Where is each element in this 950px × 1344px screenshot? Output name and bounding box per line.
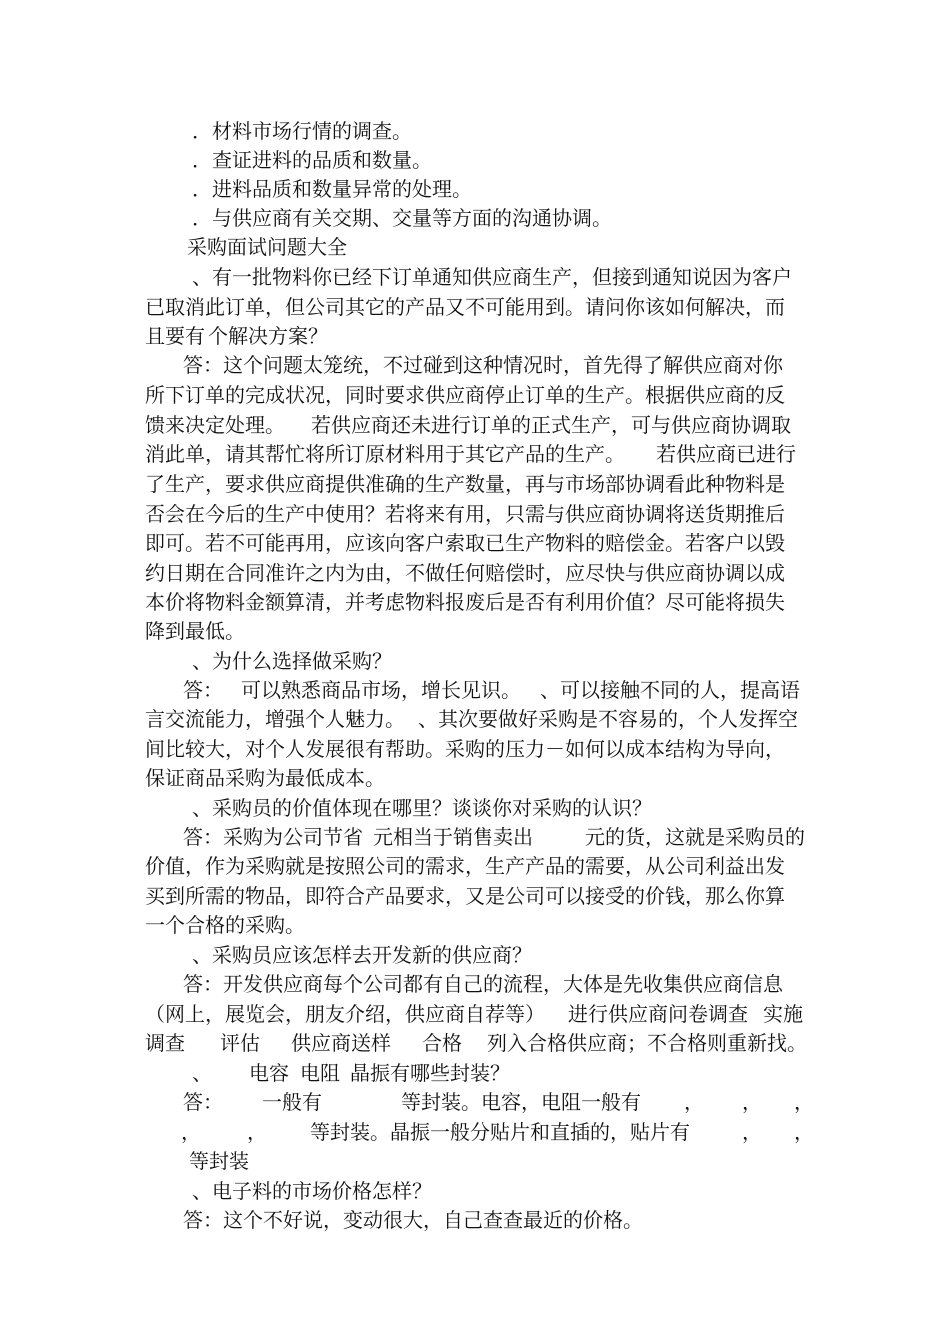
text-line-q5 — [0, 1058, 950, 1088]
text-line-a1-4 — [0, 439, 950, 469]
text-line-a5-2 — [0, 1117, 950, 1147]
text-segment: 了生产，要求供应商提供准确的生产数量，再与市场部协调看此种物料是 — [145, 472, 785, 496]
text-line-duty-1 — [0, 116, 950, 146]
text-segment: 元的货，这就是采购员的 — [585, 825, 805, 849]
text-segment: 一般有 — [262, 1090, 322, 1114]
text-line-a4-3 — [0, 1028, 950, 1058]
text-line-q6 — [0, 1176, 950, 1206]
text-line-q4 — [0, 940, 950, 970]
text-segment: ， — [742, 1120, 762, 1144]
text-line-duty-4 — [0, 203, 950, 233]
text-line-a5-1 — [0, 1087, 950, 1117]
text-segment: 等封装。晶振一般分贴片和直插的，贴片有 — [310, 1120, 690, 1144]
text-line-a2-1 — [0, 675, 950, 705]
text-segment: 本价将物料金额算清，并考虑物料报废后是否有利用价值？尽可能将损失 — [145, 590, 785, 614]
text-segment: 等封装。电容，电阻一般有 — [401, 1090, 641, 1114]
text-line-q2 — [0, 646, 950, 676]
text-segment: ， — [181, 1120, 201, 1144]
text-segment: 间比较大，对个人发展很有帮助。采购的压力－如何以成本结构为导向， — [145, 737, 785, 761]
text-segment: ， — [247, 1120, 267, 1144]
text-line-q1-2 — [0, 292, 950, 322]
text-line-a1-2 — [0, 380, 950, 410]
text-segment: 约日期在合同准许之内为由，不做任何赔偿时，应尽快与供应商协调以成 — [145, 561, 785, 585]
text-segment: 可以熟悉商品市场，增长见识。 — [241, 678, 521, 702]
text-segment: ．与供应商有关交期、交量等方面的沟通协调。 — [192, 206, 612, 230]
text-line-a1-9 — [0, 587, 950, 617]
text-segment: 供应商送样 — [291, 1031, 391, 1055]
text-line-q1-1 — [0, 262, 950, 292]
text-line-a2-4 — [0, 763, 950, 793]
text-segment: 答： — [183, 678, 223, 702]
text-segment: ， — [794, 1090, 814, 1114]
text-segment: 合格 — [422, 1031, 462, 1055]
text-line-a5-3 — [0, 1146, 950, 1176]
text-segment: 一个合格的采购。 — [145, 913, 305, 937]
text-segment: 馈来决定处理。 — [145, 413, 285, 437]
text-line-a1-7 — [0, 528, 950, 558]
text-segment: 答：开发供应商每个公司都有自己的流程，大体是先收集供应商信息 — [183, 972, 783, 996]
text-segment: 、有一批物料你已经下订单通知供应商生产，但接到通知说因为客户 — [192, 265, 792, 289]
text-line-duty-3 — [0, 174, 950, 204]
text-segment: 调查 — [145, 1031, 185, 1055]
text-segment: 若供应商还未进行订单的正式生产，可与供应商协调取 — [311, 413, 791, 437]
text-line-a1-8 — [0, 558, 950, 588]
text-line-q1-3 — [0, 321, 950, 351]
text-segment: ， — [684, 1090, 704, 1114]
text-line-heading — [0, 232, 950, 262]
text-segment: 即可。若不可能再用，应该向客户索取已生产物料的赔偿金。若客户以毁 — [145, 531, 785, 555]
text-line-a1-6 — [0, 499, 950, 529]
text-segment: 降到最低。 — [145, 619, 245, 643]
text-line-a1-3 — [0, 410, 950, 440]
text-segment: 个解决方案？ — [208, 324, 328, 348]
text-segment: 、电子料的市场价格怎样？ — [192, 1179, 432, 1203]
text-segment: 答： — [183, 1090, 223, 1114]
text-segment: 元相当于销售卖出 — [373, 825, 533, 849]
text-line-q3 — [0, 793, 950, 823]
text-segment: 电容 — [249, 1061, 289, 1085]
text-segment: 、采购员的价值体现在哪里？谈谈你对采购的认识？ — [192, 796, 652, 820]
text-segment: 消此单，请其帮忙将所订原材料用于其它产品的生产。 — [145, 442, 625, 466]
text-segment: ．查证进料的品质和数量。 — [192, 148, 432, 172]
text-segment: （网上，展览会，朋友介绍，供应商自荐等） — [145, 1002, 545, 1026]
text-line-a1-5 — [0, 469, 950, 499]
text-line-a3-3 — [0, 881, 950, 911]
text-line-a4-2 — [0, 999, 950, 1029]
text-line-duty-2 — [0, 145, 950, 175]
text-segment: 已取消此订单，但公司其它的产品又不可能用到。请问你该如何解决，而 — [145, 295, 785, 319]
text-segment: 、可以接触不同的人，提高语 — [540, 678, 800, 702]
text-segment: 晶振有哪些封装？ — [350, 1061, 510, 1085]
text-segment: 若供应商已进行 — [656, 442, 796, 466]
text-segment: 言交流能力，增强个人魅力。 — [145, 707, 405, 731]
text-segment: 列入合格供应商；不合格则重新找。 — [487, 1031, 807, 1055]
text-segment: 、其次要做好采购是不容易的，个人发挥空 — [418, 707, 798, 731]
text-segment: 且要有 — [145, 324, 205, 348]
text-segment: ．进料品质和数量异常的处理。 — [192, 177, 472, 201]
text-segment: 答：采购为公司节省 — [183, 825, 363, 849]
text-segment: 、 — [192, 1061, 212, 1085]
text-segment: 价值，作为采购就是按照公司的需求，生产产品的需要，从公司利益出发 — [145, 854, 785, 878]
text-segment: 采购面试问题大全 — [187, 235, 347, 259]
text-segment: 电阻 — [300, 1061, 340, 1085]
text-segment: 否会在今后的生产中使用？若将来有用，只需与供应商协调将送货期推后 — [145, 502, 785, 526]
text-segment: 答：这个问题太笼统，不过碰到这种情况时，首先得了解供应商对你 — [183, 353, 783, 377]
text-segment: 等封装 — [189, 1149, 249, 1173]
text-segment: ， — [742, 1090, 762, 1114]
text-line-a3-2 — [0, 851, 950, 881]
text-segment: 答：这个不好说，变动很大，自己查查最近的价格。 — [183, 1208, 643, 1232]
text-segment: 进行供应商问卷调查 — [568, 1002, 748, 1026]
text-line-a4-1 — [0, 969, 950, 999]
text-line-a3-1 — [0, 822, 950, 852]
text-segment: 买到所需的物品，即符合产品要求，又是公司可以接受的价钱，那么你算 — [145, 884, 785, 908]
text-segment: 所下订单的完成状况，同时要求供应商停止订单的生产。根据供应商的反 — [145, 383, 785, 407]
text-line-a6 — [0, 1205, 950, 1235]
text-segment: 实施 — [763, 1002, 803, 1026]
text-line-a1-10 — [0, 616, 950, 646]
text-line-a2-2 — [0, 704, 950, 734]
text-segment: 、采购员应该怎样去开发新的供应商？ — [192, 943, 532, 967]
text-segment: 保证商品采购为最低成本。 — [145, 766, 385, 790]
text-segment: 、为什么选择做采购？ — [192, 649, 392, 673]
text-segment: 评估 — [220, 1031, 260, 1055]
text-line-a3-4 — [0, 910, 950, 940]
text-line-a1-1 — [0, 350, 950, 380]
text-line-a2-3 — [0, 734, 950, 764]
text-segment: ， — [794, 1120, 814, 1144]
text-segment: ．材料市场行情的调查。 — [192, 119, 412, 143]
